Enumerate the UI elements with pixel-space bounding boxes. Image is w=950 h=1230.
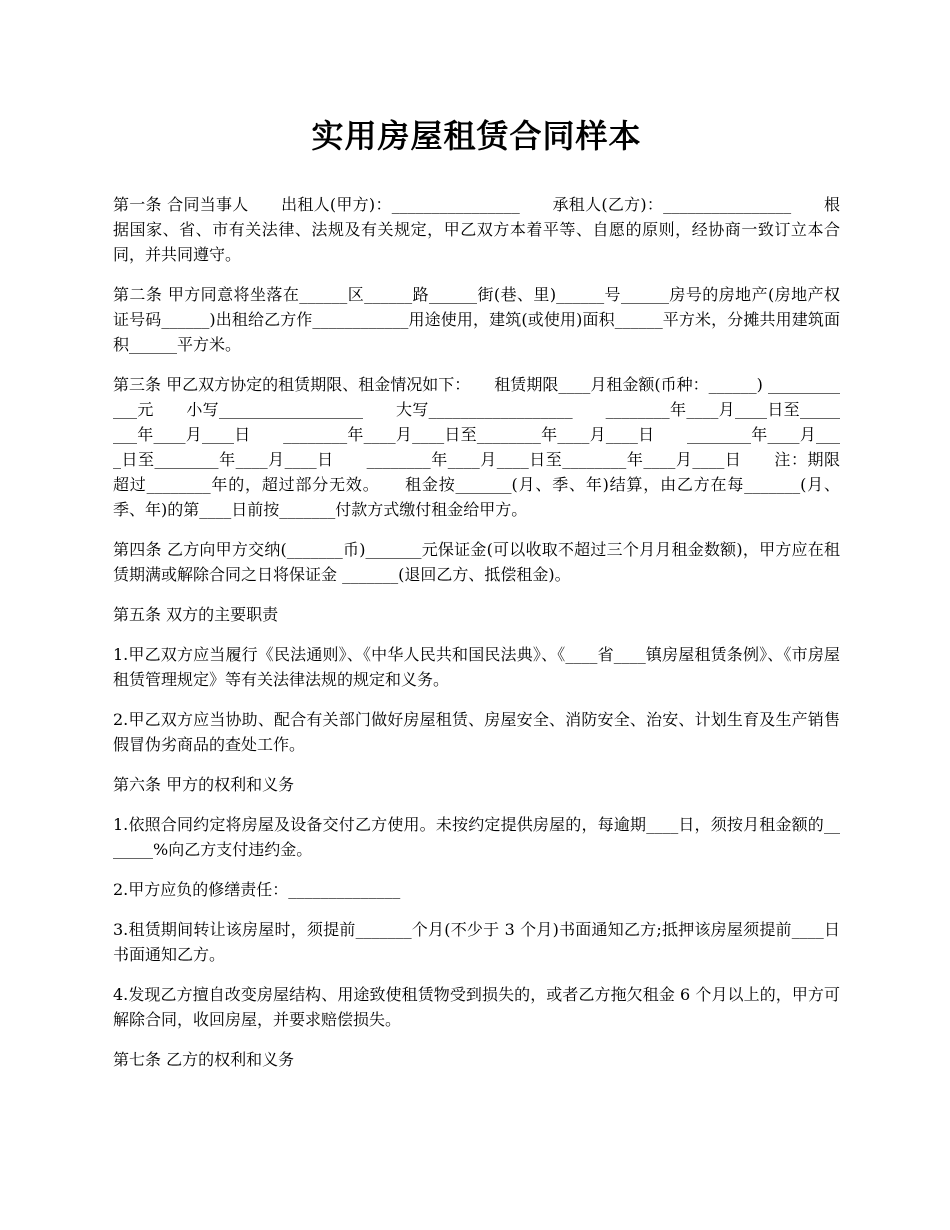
article-1-parties: 第一条 合同当事人 出租人(甲方)：________________ 承租人(乙方)：________________ 根据国家、省、市有关法律、法规及有关规定，甲乙双方本着平等、自愿的原则，经协商一致订立本合同，并共同遵守。	[113, 195, 840, 264]
document-title: 实用房屋租赁合同样本	[311, 117, 642, 155]
document-page	[113, 110, 840, 1087]
article-3-term-and-rent: 第三条 甲乙双方协定的租赁期限、租金情况如下： 租赁期限____月租金额(币种：______) ____________元 小写__________________ 大写__________________ ________年____月____日至________年____月____日 ________年____月____日至________年____月____日 ________年____月____日至________年____月____日 ________年____月____日至________年____月____日 注：期限超过________年的，超过部分无效。 租金按_______(月、季、年)结算，由乙方在每_______(月、季、年)的第____日前按_______付款方式缴付租金给甲方。	[113, 375, 840, 519]
article-6-heading: 第六条 甲方的权利和义务	[113, 775, 295, 794]
article-5-heading: 第五条 双方的主要职责	[113, 605, 279, 624]
article-6-clause-2: 2.甲方应负的修缮责任：______________	[113, 880, 401, 899]
article-7-heading: 第七条 乙方的权利和义务	[113, 1050, 295, 1069]
article-5-clause-1: 1.甲乙双方应当履行《民法通则》、《中华人民共和国民法典》、《____省____镇房屋租赁条例》、《市房屋租赁管理规定》等有关法律法规的规定和义务。	[113, 645, 840, 689]
article-5-clause-2: 2.甲乙双方应当协助、配合有关部门做好房屋租赁、房屋安全、消防安全、治安、计划生育及生产销售假冒伪劣商品的查处工作。	[113, 710, 840, 754]
article-6-clause-3: 3.租赁期间转让该房屋时，须提前_______个月(不少于 3 个月)书面通知乙方;抵押该房屋须提前____日书面通知乙方。	[113, 920, 840, 964]
article-4-deposit: 第四条 乙方向甲方交纳(_______币)_______元保证金(可以收取不超过三个月月租金数额)，甲方应在租赁期满或解除合同之日将保证金 _______(退回乙方、抵偿租金)。	[113, 540, 840, 584]
article-6-clause-1: 1.依照合同约定将房屋及设备交付乙方使用。未按约定提供房屋的，每逾期____日，须按月租金额的_______%向乙方支付违约金。	[113, 815, 840, 859]
article-2-premises: 第二条 甲方同意将坐落在______区______路______街(巷、里)______号______房号的房地产(房地产权证号码______)出租给乙方作____________用途使用，建筑(或使用)面积______平方米，分摊共用建筑面积______平方米。	[113, 285, 840, 354]
article-6-clause-4: 4.发现乙方擅自改变房屋结构、用途致使租赁物受到损失的，或者乙方拖欠租金 6 个月以上的，甲方可解除合同，收回房屋，并要求赔偿损失。	[113, 985, 840, 1029]
